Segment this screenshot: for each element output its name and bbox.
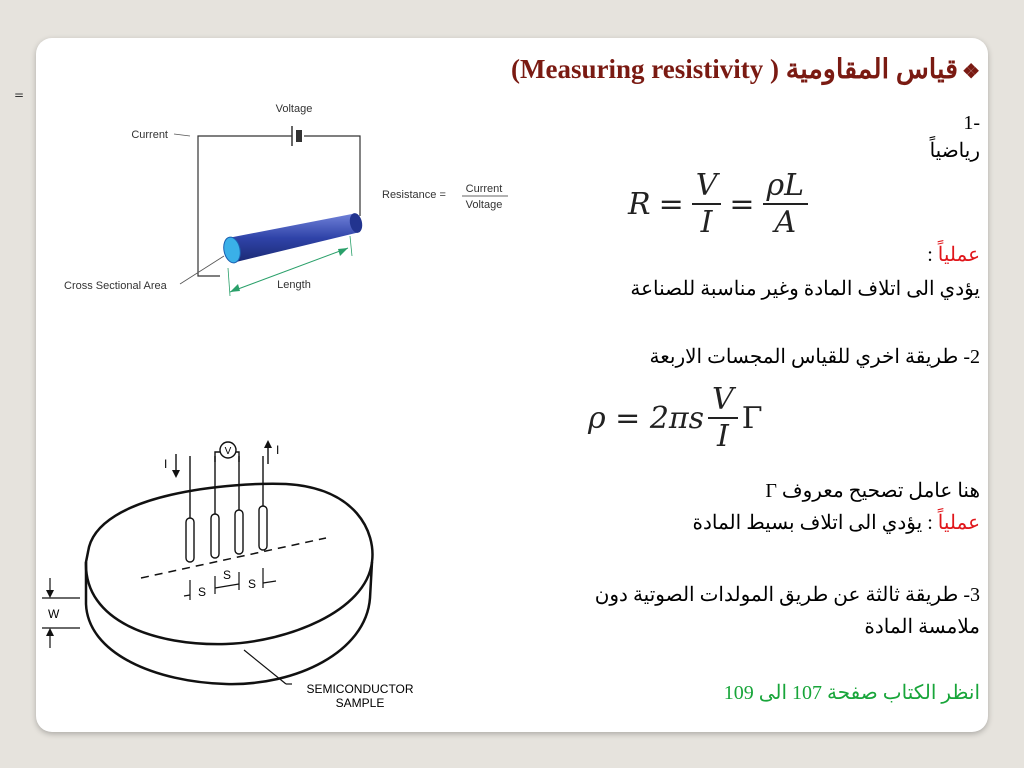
label-frac-voltage: Voltage [465,199,503,211]
label-cross-section: Cross Sectional Area [64,280,167,292]
formula1-A: A [774,205,797,240]
battery-plate-short [296,130,302,142]
current-up-arrow [264,440,272,448]
probe-3 [235,510,243,554]
practical2-text: : يؤدي الى اتلاف بسيط المادة [692,512,938,534]
sample-label-line2: SAMPLE [335,696,385,710]
formula1-frac-vi [692,168,722,240]
probe-1 [186,518,194,562]
label-length: Length [277,279,311,291]
practical2-line [693,510,981,536]
formula-resistance: R = $\frac{V}{I}$ = $\frac{\rho L}{A}$ [628,168,808,240]
section1-number: -1 [963,112,980,134]
title-english: (Measuring resistivity ) [511,54,779,84]
practical2-label: عملياً [937,512,980,534]
label-voltage: Voltage [275,103,313,115]
practical1-colon: : [927,244,938,266]
label-frac-current: Current [465,183,503,195]
gamma-note [765,478,980,504]
probe-2 [211,514,219,558]
formula1-V: V [692,168,722,205]
section2-text: 2- طريقة اخري للقياس المجسات الاربعة [649,346,980,368]
gamma-note-text: هنا عامل تصحيح معروف [781,480,980,502]
formula2-frac [708,382,738,454]
four-probe-diagram [36,432,446,722]
formula1-rhoL: ρL [763,168,809,205]
formula-four-probe [588,382,763,454]
formula1-I: I [700,205,713,240]
title-arabic: قياس المقاومية [785,54,959,84]
formula2-left: ρ = 2πs [588,400,705,436]
spacing-label-3: S [247,577,257,591]
section3-line2: ملامسة المادة [864,616,980,638]
title-bullet: ❖ [962,61,980,83]
sample-label-line1: SEMICONDUCTOR [306,682,414,696]
slide-title [511,54,980,85]
spacing-label-1: S [197,585,207,599]
formula1-frac-rhol [763,168,809,240]
voltmeter-label: V [224,446,232,457]
probe-4 [259,506,267,550]
formula1-R: R [628,186,651,222]
spacing-label-2: S [222,568,232,582]
practical1-label: عملياً [937,244,980,266]
section3-line1: 3- طريقة ثالثة عن طريق المولدات الصوتية دون [594,584,980,606]
corner-mark: = [14,88,25,102]
current-down-arrow [172,470,180,478]
practical1-line [927,242,980,268]
book-reference: انظر الكتاب صفحة 107 الى 109 [723,682,980,704]
formula2-V: V [708,382,738,419]
sample-disc-top [86,484,373,644]
current-right-label: I [276,443,280,457]
current-left-label: I [164,457,168,471]
formula2-gamma: Γ [741,400,763,436]
width-label: W [48,607,60,621]
gamma-note-symbol: Γ [765,480,777,502]
formula2-I: I [716,419,729,454]
section1-label: رياضياً [929,140,980,162]
resistance-diagram [60,96,530,306]
label-current: Current [131,129,168,141]
label-resistance: Resistance = [382,189,446,201]
practical1-text: يؤدي الى اتلاف المادة وغير مناسبة للصناعة [630,278,980,300]
